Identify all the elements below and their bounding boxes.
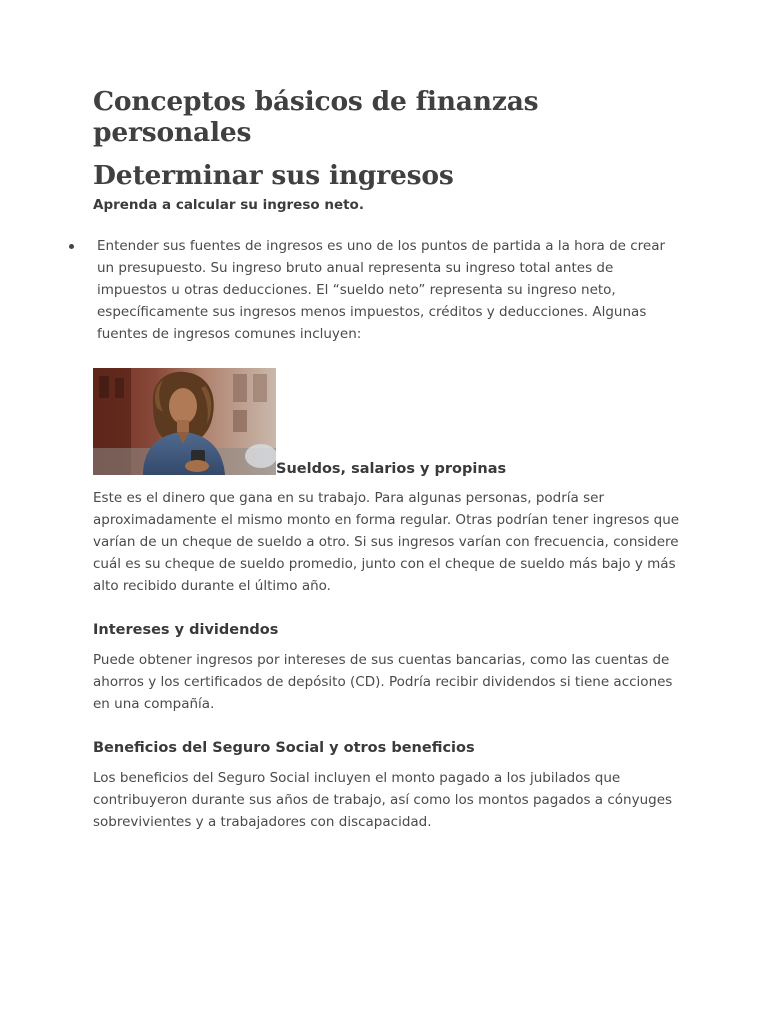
woman-with-phone-photo [93,368,276,475]
section-heading-social-security: Beneficios del Seguro Social y otros beneficios [93,740,475,756]
section-body-social-security: Los beneficios del Seguro Social incluyen el monto pagado a los jubilados que contribuyeron durante sus años de trabajo, así como los montos pagados a cónyuges sobrevivientes y a trabajadores con discapacidad. [93,770,673,830]
section-heading-interest: Intereses y dividendos [93,622,279,638]
document-page [93,86,683,833]
section-heading-wages: Sueldos, salarios y propinas [276,461,507,477]
list-item [93,235,683,345]
lead-text: Aprenda a calcular su ingreso neto. [93,197,364,213]
photo-heading-row [93,368,683,475]
document-title: Conceptos básicos de finanzas personales [93,86,539,148]
intro-paragraph: Entender sus fuentes de ingresos es uno de los puntos de partida a la hora de crear un presupuesto. Su ingreso bruto anual representa su ingreso total antes de impuestos u otras deducciones. El “sueldo neto” representa su ingreso neto, específicamente sus ingresos menos impuestos, créditos y deducciones. Algunas fuentes de ingresos comunes incluyen: [97,238,666,342]
section-body-wages: Este es el dinero que gana en su trabajo. Para algunas personas, podría ser aproximadamente el mismo monto en forma regular. Otras podrían tener ingresos que varían de un cheque de sueldo a otro. Si sus ingresos varían con frecuencia, considere cuál es su cheque de sueldo promedio, junto con el cheque de sueldo más bajo y más alto recibido durante el último año. [93,490,680,594]
bullet-icon [69,244,74,249]
document-subtitle: Determinar sus ingresos [93,160,454,191]
section-body-interest: Puede obtener ingresos por intereses de sus cuentas bancarias, como las cuentas de ahorros y los certificados de depósito (CD). Podría recibir dividendos si tiene acciones en una compañía. [93,652,673,712]
intro-list [93,235,683,345]
